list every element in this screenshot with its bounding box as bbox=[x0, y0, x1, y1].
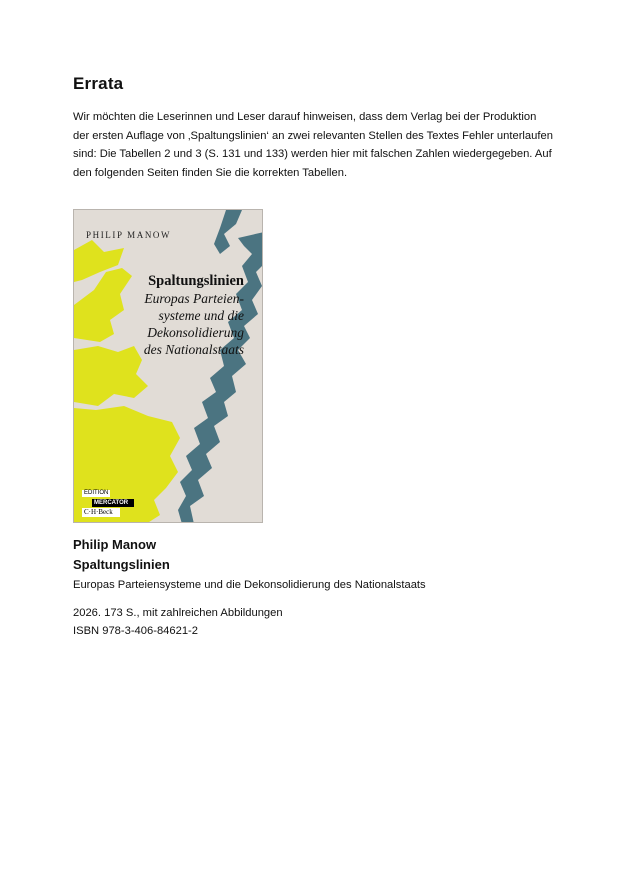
book-subtitle: Europas Parteiensysteme und die Dekonsolidierung des Nationalstaats bbox=[73, 579, 426, 591]
cover-subtitle-line: systeme und die bbox=[158, 308, 244, 323]
logo-mercator-label: MERCATOR bbox=[92, 499, 134, 507]
cover-author-name: PHILIP MANOW bbox=[86, 230, 172, 240]
cover-title-block bbox=[144, 273, 244, 358]
book-details bbox=[73, 605, 283, 640]
errata-intro-text: Wir möchten die Leserinnen und Leser darauf hinweisen, dass dem Verlag bei der Produktion der ersten Auflage von ‚Spaltungslinien‘ an zwei relevanten Stellen des Textes Fehler unterlaufen sind: Die Tabellen 2 und 3 (S. 131 und 133) werden hier mit falschen Zahlen wiedergegeben. Auf den folgenden Seiten finden Sie die korrekten Tabellen. bbox=[73, 111, 553, 179]
publisher-logo bbox=[82, 481, 134, 517]
book-isbn: ISBN 978-3-406-84621-2 bbox=[73, 624, 199, 637]
page-title: Errata bbox=[73, 74, 124, 93]
cover-artwork bbox=[74, 210, 263, 523]
book-cover-image bbox=[73, 209, 263, 523]
book-author: Philip Manow bbox=[73, 537, 157, 552]
cover-subtitle-line: Europas Parteien- bbox=[144, 291, 244, 306]
logo-publisher-label: C·H·Beck bbox=[82, 508, 120, 517]
cover-title: Spaltungslinien bbox=[148, 273, 244, 289]
book-title: Spaltungslinien bbox=[73, 557, 170, 572]
book-publication-info: 2026. 173 S., mit zahlreichen Abbildungen bbox=[73, 607, 283, 619]
cover-subtitle-line: des Nationalstaats bbox=[143, 342, 244, 357]
cover-subtitle-line: Dekonsolidierung bbox=[147, 325, 244, 340]
logo-edition-label: EDITION bbox=[84, 490, 109, 496]
